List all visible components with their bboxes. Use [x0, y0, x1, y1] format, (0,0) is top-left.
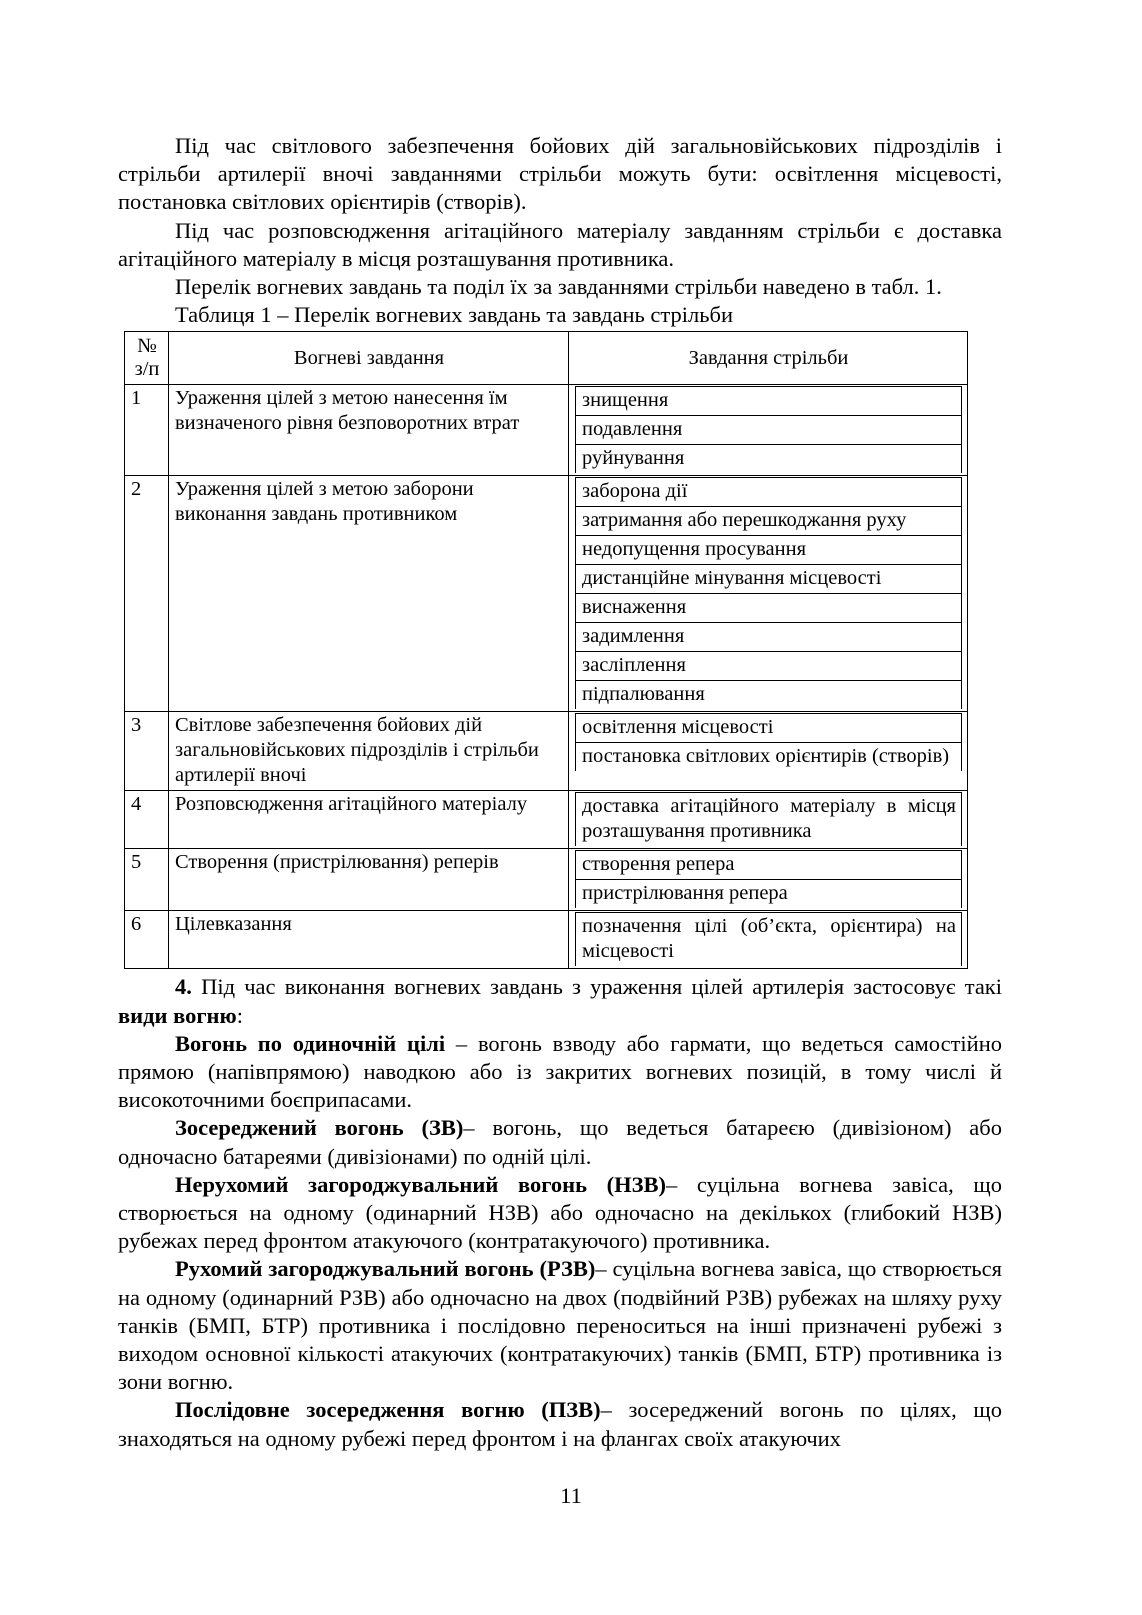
paragraph-agitation: Під час розповсюдження агітаційного матеріалу завданням стрільби є доставка агітаційного матеріалу в місця розташування противника. — [118, 217, 1002, 271]
cell-fire-task: Ураження цілей з метою нанесення їм визначеного рівня безповоротних втрат — [169, 385, 569, 476]
fire-type-term: Послідовне зосередження вогню (ПЗВ) — [175, 1397, 601, 1423]
shooting-task-row — [576, 565, 962, 594]
shooting-task-row — [576, 507, 962, 536]
paragraph-rolling-barrage-fire — [118, 1255, 1002, 1396]
paragraph-table-reference: Перелік вогневих завдань та поділ їх за завданнями стрільби наведено в табл. 1. — [175, 274, 942, 300]
shooting-task-row — [576, 681, 962, 710]
cell-fire-task: Цілевказання — [169, 911, 569, 969]
shooting-task-item: знищення — [576, 387, 962, 416]
shooting-task-row — [576, 880, 962, 909]
shooting-task-item: виснаження — [576, 594, 962, 623]
section-4-marker: 4. — [175, 974, 192, 1000]
shooting-task-row — [576, 623, 962, 652]
section-4-lead-before: Під час виконання вогневих завдань з ураження цілей артилерія застосовує такі — [191, 974, 1002, 1000]
header-number-line1: № — [137, 335, 157, 358]
header-fire-tasks: Вогневі завдання — [169, 332, 569, 385]
shooting-task-row — [576, 793, 962, 847]
shooting-task-item: позначення цілі (об’єкта, орієнтира) на місцевості — [576, 913, 962, 967]
fire-tasks-table — [124, 331, 968, 969]
cell-shooting-tasks — [569, 476, 968, 712]
paragraph-concentrated-fire — [118, 1114, 1002, 1170]
fire-type-definition: – вогонь, що ведеться батареєю (дивізіоном) або одночасно батареями (дивізіонами) по одній цілі. — [118, 1115, 1002, 1169]
shooting-task-row — [576, 714, 962, 743]
shooting-task-item: створення репера — [576, 851, 962, 880]
shooting-task-item: постановка світлових орієнтирів (створів) — [576, 743, 962, 772]
shooting-task-item: подавлення — [576, 416, 962, 445]
cell-fire-task: Світлове забезпечення бойових дій загальновійськових підрозділів і стрільби артилерії вночі — [169, 712, 569, 791]
shooting-task-row — [576, 851, 962, 880]
shooting-task-row — [576, 913, 962, 967]
paragraph-section-4 — [118, 973, 1002, 1029]
shooting-task-item: руйнування — [576, 445, 962, 474]
paragraph-single-target-fire — [118, 1030, 1002, 1115]
cell-shooting-tasks — [569, 385, 968, 476]
cell-shooting-tasks — [569, 712, 968, 791]
shooting-task-row — [576, 478, 962, 507]
shooting-task-item: заборона дії — [576, 478, 962, 507]
table-header-row — [125, 332, 968, 385]
shooting-task-row — [576, 594, 962, 623]
cell-row-number: 3 — [125, 712, 169, 791]
shooting-task-row — [576, 652, 962, 681]
fire-type-term: Рухомий загороджувальний вогонь (РЗВ) — [175, 1256, 596, 1282]
shooting-task-row — [576, 387, 962, 416]
shooting-task-item: засліплення — [576, 652, 962, 681]
page-content — [118, 132, 1002, 1453]
shooting-task-item: затримання або перешкоджання руху — [576, 507, 962, 536]
paragraph-stationary-barrage-fire — [118, 1171, 1002, 1256]
header-number-line2: з/п — [134, 358, 160, 381]
cell-row-number: 6 — [125, 911, 169, 969]
fire-types-list — [118, 1030, 1002, 1453]
shooting-task-item: пристрілювання репера — [576, 880, 962, 909]
shooting-task-row — [576, 743, 962, 772]
table-body — [125, 385, 968, 969]
cell-fire-task: Створення (пристрілювання) реперів — [169, 849, 569, 911]
header-number — [125, 332, 169, 385]
fire-type-definition: – зосереджений вогонь по цілях, що знаходяться на одному рубежі перед фронтом і на флангах своїх атакуючих — [118, 1397, 1002, 1451]
shooting-task-row — [576, 445, 962, 474]
cell-row-number: 2 — [125, 476, 169, 712]
page-number: 11 — [560, 1483, 582, 1508]
table-row — [125, 385, 968, 476]
cell-fire-task: Ураження цілей з метою заборони виконання завдань противником — [169, 476, 569, 712]
header-shooting-tasks: Завдання стрільби — [569, 332, 968, 385]
fire-type-definition: – вогонь взводу або гармати, що ведеться самостійно прямою (напівпрямою) наводкою або із закритих вогневих позицій, в тому числі й високоточними боєприпасами. — [118, 1030, 1003, 1113]
table-caption: Таблиця 1 – Перелік вогневих завдань та завдань стрільби — [175, 302, 734, 328]
paragraph-successive-concentration-fire — [118, 1396, 1002, 1452]
fire-type-term: Вогонь по одиночній цілі — [175, 1030, 446, 1056]
shooting-task-item: доставка агітаційного матеріалу в місця розташування противника — [576, 793, 962, 847]
cell-fire-task: Розповсюдження агітаційного матеріалу — [169, 791, 569, 849]
cell-row-number: 5 — [125, 849, 169, 911]
table-row — [125, 712, 968, 791]
shooting-task-item: недопущення просування — [576, 536, 962, 565]
cell-shooting-tasks — [569, 791, 968, 849]
fire-type-term: Зосереджений вогонь (ЗВ) — [175, 1115, 464, 1141]
shooting-task-item: дистанційне мінування місцевості — [576, 565, 962, 594]
section-4-lead-after: : — [236, 1002, 243, 1028]
fire-type-definition: – суцільна вогнева завіса, що створюється на одному (одинарний РЗВ) або одночасно на двох (подвійний РЗВ) рубежах на шляху руху танків (БМП, БТР) противника і послідовно переноситься на інші призначені рубежі з виходом основної кількості атакуючих (контратакуючих) танків (БМП, БТР) противника із зони вогню. — [118, 1256, 1003, 1395]
paragraph-light-support: Під час світлового забезпечення бойових дій загальновійськових підрозділів і стрільби артилерії вночі завданнями стрільби можуть бути: освітлення місцевості, постановка світлових орієнтирів (створів). — [118, 133, 1002, 215]
table-row — [125, 791, 968, 849]
fire-type-term: Нерухомий загороджувальний вогонь (НЗВ) — [175, 1171, 666, 1197]
shooting-task-row — [576, 416, 962, 445]
table-row — [125, 911, 968, 969]
table-row — [125, 849, 968, 911]
table-row — [125, 476, 968, 712]
fire-type-definition: – суцільна вогнева завіса, що створюється на одному (одинарний НЗВ) або одночасно на декількох (глибокий НЗВ) рубежах перед фронтом атакуючого (контратакуючого) противника. — [118, 1171, 1002, 1254]
cell-row-number: 1 — [125, 385, 169, 476]
cell-shooting-tasks — [569, 849, 968, 911]
cell-row-number: 4 — [125, 791, 169, 849]
section-4-block — [118, 973, 1002, 1452]
shooting-task-item: освітлення місцевості — [576, 714, 962, 743]
shooting-task-item: підпалювання — [576, 681, 962, 710]
cell-shooting-tasks — [569, 911, 968, 969]
shooting-task-item: задимлення — [576, 623, 962, 652]
section-4-lead-bold: види вогню — [118, 1002, 237, 1028]
shooting-task-row — [576, 536, 962, 565]
